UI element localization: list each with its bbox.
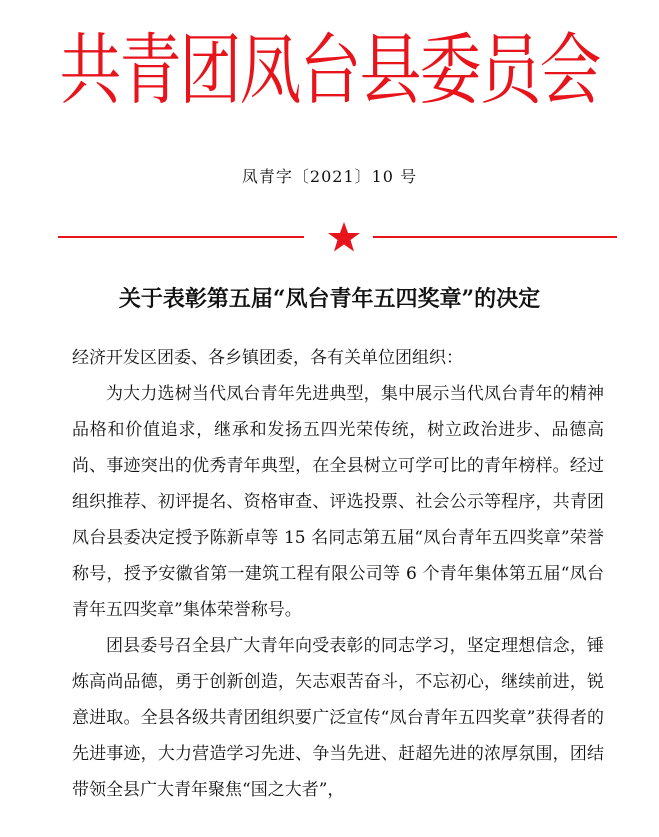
document-title: 关于表彰第五届“凤台青年五四奖章”的决定 — [118, 286, 541, 312]
paragraph-1: 为大力选树当代凤台青年先进典型，集中展示当代凤台青年的精神品格和价值追求，继承和发扬五四光荣传统，树立政治进步、品德高尚、事迹突出的优秀青年典型，在全县树立可学可比的青年榜样。经过组织推荐、初评提名、资格审查、评选投票、社会公示等程序，共青团凤台县委决定授予陈新卓等 15 名同志第五届“凤台青年五四奖章”荣誉称号，授予安徽省第一建筑工程有限公司等 6 个青年集体第五届“凤台青年五四奖章”集体荣誉称号。 — [72, 384, 604, 620]
document-number: 凤青字〔2021〕10 号 — [241, 167, 418, 186]
red-divider-left — [58, 236, 304, 238]
red-divider-right — [373, 236, 617, 238]
salutation: 经济开发区团委、各乡镇团委，各有关单位团组织： — [72, 348, 463, 368]
paragraph-2: 团县委号召全县广大青年向受表彰的同志学习，坚定理想信念，锤炼高尚品德，勇于创新创造，矢志艰苦奋斗，不忘初心，继续前进，锐意进取。全县各级共青团组织要广泛宣传“凤台青年五四奖章”获得者的先进事迹，大力营造学习先进、争当先进、赶超先进的浓厚氛围，团结带领全县广大青年聚焦“国之大者”， — [72, 636, 604, 800]
document-body — [72, 340, 604, 808]
star-icon — [327, 220, 361, 254]
organization-header: 共青团凤台县委员会 — [59, 23, 600, 115]
